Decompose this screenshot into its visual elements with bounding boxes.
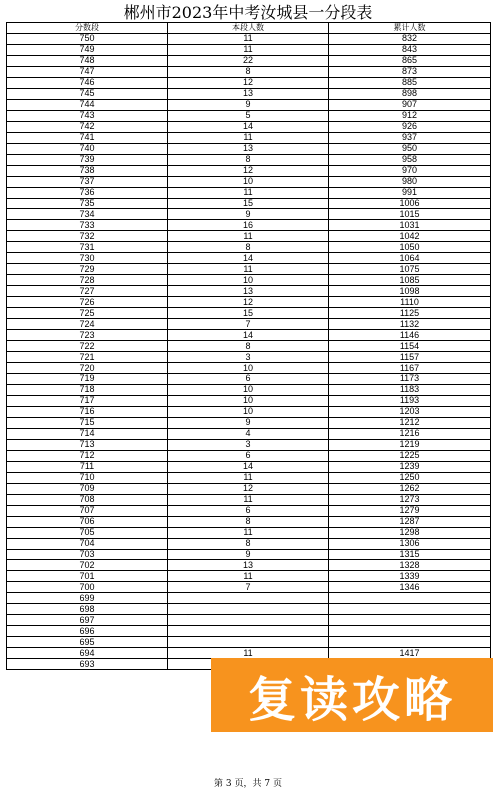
score-cell: 732 <box>7 231 168 242</box>
score-cell: 700 <box>7 582 168 593</box>
score-cell: 745 <box>7 88 168 99</box>
score-cell: 717 <box>7 395 168 406</box>
cumulative-cell: 873 <box>329 66 491 77</box>
score-cell: 695 <box>7 637 168 648</box>
table-row <box>7 297 491 308</box>
count-cell: 11 <box>168 132 329 143</box>
cumulative-cell: 1154 <box>329 341 491 352</box>
cumulative-cell: 926 <box>329 121 491 132</box>
table-row <box>7 352 491 363</box>
count-cell <box>168 615 329 626</box>
table-row <box>7 187 491 198</box>
count-cell: 11 <box>168 472 329 483</box>
count-cell <box>168 593 329 604</box>
count-cell: 7 <box>168 582 329 593</box>
score-cell: 726 <box>7 297 168 308</box>
count-cell: 9 <box>168 99 329 110</box>
count-cell: 10 <box>168 384 329 395</box>
count-cell: 14 <box>168 330 329 341</box>
table-row <box>7 143 491 154</box>
cumulative-cell <box>329 626 491 637</box>
cumulative-cell: 1098 <box>329 286 491 297</box>
cumulative-cell: 1183 <box>329 384 491 395</box>
table-row <box>7 505 491 516</box>
score-cell: 748 <box>7 55 168 66</box>
cumulative-cell: 1279 <box>329 505 491 516</box>
score-cell: 721 <box>7 352 168 363</box>
score-cell: 731 <box>7 242 168 253</box>
count-cell: 13 <box>168 286 329 297</box>
score-cell: 709 <box>7 483 168 494</box>
cumulative-cell: 1216 <box>329 428 491 439</box>
count-cell: 13 <box>168 143 329 154</box>
cumulative-cell: 885 <box>329 77 491 88</box>
score-cell: 728 <box>7 275 168 286</box>
count-cell: 9 <box>168 549 329 560</box>
count-cell: 6 <box>168 505 329 516</box>
table-row <box>7 439 491 450</box>
table-row <box>7 286 491 297</box>
score-cell: 727 <box>7 286 168 297</box>
count-cell: 11 <box>168 264 329 275</box>
cumulative-cell: 958 <box>329 154 491 165</box>
table-row <box>7 417 491 428</box>
count-cell: 14 <box>168 121 329 132</box>
table-row <box>7 374 491 385</box>
cumulative-cell: 970 <box>329 165 491 176</box>
cumulative-cell: 1328 <box>329 560 491 571</box>
score-cell: 698 <box>7 604 168 615</box>
table-row <box>7 593 491 604</box>
cumulative-cell: 1417 <box>329 648 491 659</box>
count-cell: 11 <box>168 187 329 198</box>
score-cell: 714 <box>7 428 168 439</box>
count-cell: 11 <box>168 44 329 55</box>
score-cell: 750 <box>7 33 168 44</box>
count-cell: 8 <box>168 538 329 549</box>
count-cell: 13 <box>168 88 329 99</box>
cumulative-cell: 1219 <box>329 439 491 450</box>
count-cell <box>168 626 329 637</box>
cumulative-cell <box>329 615 491 626</box>
count-cell: 14 <box>168 253 329 264</box>
score-cell: 734 <box>7 209 168 220</box>
score-cell: 737 <box>7 176 168 187</box>
score-cell: 742 <box>7 121 168 132</box>
cumulative-cell: 1157 <box>329 352 491 363</box>
score-cell: 739 <box>7 154 168 165</box>
table-row <box>7 637 491 648</box>
table-row <box>7 231 491 242</box>
cumulative-cell <box>329 604 491 615</box>
score-cell: 711 <box>7 461 168 472</box>
table-row <box>7 253 491 264</box>
header-score: 分数段 <box>7 23 168 34</box>
score-cell: 699 <box>7 593 168 604</box>
cumulative-cell: 1173 <box>329 374 491 385</box>
table-row <box>7 472 491 483</box>
table-row <box>7 308 491 319</box>
table-row <box>7 33 491 44</box>
table-row <box>7 44 491 55</box>
cumulative-cell: 1015 <box>329 209 491 220</box>
table-row <box>7 319 491 330</box>
cumulative-cell: 1315 <box>329 549 491 560</box>
cumulative-cell: 1250 <box>329 472 491 483</box>
score-cell: 722 <box>7 341 168 352</box>
cumulative-cell: 1212 <box>329 417 491 428</box>
watermark-banner: 复读攻略 <box>211 658 493 732</box>
count-cell: 12 <box>168 77 329 88</box>
count-cell: 6 <box>168 374 329 385</box>
cumulative-cell: 1239 <box>329 461 491 472</box>
table-row <box>7 198 491 209</box>
table-row <box>7 626 491 637</box>
header-count: 本段人数 <box>168 23 329 34</box>
count-cell: 13 <box>168 560 329 571</box>
table-row <box>7 330 491 341</box>
cumulative-cell: 898 <box>329 88 491 99</box>
cumulative-cell: 1125 <box>329 308 491 319</box>
cumulative-cell: 1287 <box>329 516 491 527</box>
table-row <box>7 99 491 110</box>
table-row <box>7 461 491 472</box>
cumulative-cell: 1075 <box>329 264 491 275</box>
table-row <box>7 341 491 352</box>
cumulative-cell: 912 <box>329 110 491 121</box>
score-cell: 719 <box>7 374 168 385</box>
score-cell: 704 <box>7 538 168 549</box>
score-cell: 744 <box>7 99 168 110</box>
count-cell: 4 <box>168 428 329 439</box>
cumulative-cell: 907 <box>329 99 491 110</box>
count-cell: 14 <box>168 461 329 472</box>
score-cell: 730 <box>7 253 168 264</box>
table-row <box>7 582 491 593</box>
table-row <box>7 560 491 571</box>
cumulative-cell: 1193 <box>329 395 491 406</box>
table-row <box>7 516 491 527</box>
cumulative-cell <box>329 637 491 648</box>
count-cell: 10 <box>168 406 329 417</box>
count-cell: 11 <box>168 571 329 582</box>
score-cell: 702 <box>7 560 168 571</box>
score-cell: 747 <box>7 66 168 77</box>
table-row <box>7 66 491 77</box>
page-footer: 第 3 页，共 7 页 <box>214 779 282 789</box>
score-cell: 706 <box>7 516 168 527</box>
table-row <box>7 571 491 582</box>
cumulative-cell: 1031 <box>329 220 491 231</box>
count-cell: 10 <box>168 363 329 374</box>
count-cell: 16 <box>168 220 329 231</box>
cumulative-cell: 1339 <box>329 571 491 582</box>
table-row <box>7 406 491 417</box>
table-row <box>7 264 491 275</box>
table-row <box>7 494 491 505</box>
score-table <box>6 22 491 670</box>
score-cell: 708 <box>7 494 168 505</box>
count-cell: 10 <box>168 395 329 406</box>
cumulative-cell: 832 <box>329 33 491 44</box>
score-cell: 724 <box>7 319 168 330</box>
count-cell: 9 <box>168 209 329 220</box>
count-cell: 3 <box>168 439 329 450</box>
count-cell: 11 <box>168 648 329 659</box>
table-row <box>7 220 491 231</box>
count-cell: 11 <box>168 231 329 242</box>
cumulative-cell: 1085 <box>329 275 491 286</box>
score-cell: 746 <box>7 77 168 88</box>
count-cell: 8 <box>168 154 329 165</box>
score-cell: 736 <box>7 187 168 198</box>
cumulative-cell: 1298 <box>329 527 491 538</box>
count-cell <box>168 637 329 648</box>
score-cell: 713 <box>7 439 168 450</box>
count-cell: 12 <box>168 297 329 308</box>
cumulative-cell: 1225 <box>329 450 491 461</box>
count-cell: 12 <box>168 483 329 494</box>
table-header-row <box>7 23 491 34</box>
table-row <box>7 549 491 560</box>
table-row <box>7 363 491 374</box>
count-cell: 11 <box>168 527 329 538</box>
count-cell: 11 <box>168 33 329 44</box>
table-row <box>7 165 491 176</box>
count-cell: 6 <box>168 450 329 461</box>
score-cell: 716 <box>7 406 168 417</box>
score-cell: 725 <box>7 308 168 319</box>
table-row <box>7 384 491 395</box>
score-cell: 740 <box>7 143 168 154</box>
table-row <box>7 132 491 143</box>
cumulative-cell: 1110 <box>329 297 491 308</box>
count-cell: 10 <box>168 176 329 187</box>
table-row <box>7 395 491 406</box>
table-row <box>7 538 491 549</box>
table-row <box>7 88 491 99</box>
score-cell: 733 <box>7 220 168 231</box>
cumulative-cell: 865 <box>329 55 491 66</box>
table-row <box>7 110 491 121</box>
count-cell: 15 <box>168 308 329 319</box>
count-cell: 8 <box>168 242 329 253</box>
score-cell: 729 <box>7 264 168 275</box>
score-cell: 710 <box>7 472 168 483</box>
count-cell: 8 <box>168 516 329 527</box>
score-cell: 705 <box>7 527 168 538</box>
score-cell: 707 <box>7 505 168 516</box>
count-cell: 8 <box>168 341 329 352</box>
cumulative-cell: 1050 <box>329 242 491 253</box>
score-cell: 735 <box>7 198 168 209</box>
cumulative-cell: 1203 <box>329 406 491 417</box>
count-cell: 12 <box>168 165 329 176</box>
table-row <box>7 604 491 615</box>
table-row <box>7 527 491 538</box>
cumulative-cell: 1042 <box>329 231 491 242</box>
score-cell: 712 <box>7 450 168 461</box>
score-cell: 741 <box>7 132 168 143</box>
table-row <box>7 483 491 494</box>
score-cell: 694 <box>7 648 168 659</box>
table-row <box>7 615 491 626</box>
cumulative-cell: 1167 <box>329 363 491 374</box>
cumulative-cell: 1006 <box>329 198 491 209</box>
score-cell: 718 <box>7 384 168 395</box>
count-cell: 15 <box>168 198 329 209</box>
cumulative-cell: 937 <box>329 132 491 143</box>
score-cell: 715 <box>7 417 168 428</box>
count-cell: 22 <box>168 55 329 66</box>
count-cell <box>168 604 329 615</box>
score-cell: 720 <box>7 363 168 374</box>
page-title: 郴州市2023年中考汝城县一分段表 <box>123 3 373 22</box>
table-row <box>7 121 491 132</box>
cumulative-cell: 1132 <box>329 319 491 330</box>
table-row <box>7 154 491 165</box>
table-row <box>7 55 491 66</box>
score-cell: 723 <box>7 330 168 341</box>
cumulative-cell: 1064 <box>329 253 491 264</box>
cumulative-cell: 991 <box>329 187 491 198</box>
score-cell: 693 <box>7 659 168 670</box>
table-row <box>7 176 491 187</box>
count-cell: 11 <box>168 494 329 505</box>
cumulative-cell: 1346 <box>329 582 491 593</box>
header-cumulative: 累计人数 <box>329 23 491 34</box>
cumulative-cell: 950 <box>329 143 491 154</box>
table-body <box>7 33 491 669</box>
cumulative-cell: 1146 <box>329 330 491 341</box>
table-row <box>7 450 491 461</box>
score-cell: 703 <box>7 549 168 560</box>
score-cell: 701 <box>7 571 168 582</box>
cumulative-cell <box>329 593 491 604</box>
count-cell: 5 <box>168 110 329 121</box>
cumulative-cell: 1262 <box>329 483 491 494</box>
table-row <box>7 209 491 220</box>
cumulative-cell: 980 <box>329 176 491 187</box>
score-cell: 749 <box>7 44 168 55</box>
count-cell: 8 <box>168 66 329 77</box>
table-row <box>7 428 491 439</box>
count-cell: 10 <box>168 275 329 286</box>
table-row <box>7 242 491 253</box>
score-cell: 743 <box>7 110 168 121</box>
cumulative-cell: 1273 <box>329 494 491 505</box>
table-row <box>7 77 491 88</box>
score-cell: 697 <box>7 615 168 626</box>
score-cell: 696 <box>7 626 168 637</box>
cumulative-cell: 843 <box>329 44 491 55</box>
count-cell: 9 <box>168 417 329 428</box>
count-cell: 3 <box>168 352 329 363</box>
table-row <box>7 275 491 286</box>
score-cell: 738 <box>7 165 168 176</box>
count-cell: 7 <box>168 319 329 330</box>
cumulative-cell: 1306 <box>329 538 491 549</box>
